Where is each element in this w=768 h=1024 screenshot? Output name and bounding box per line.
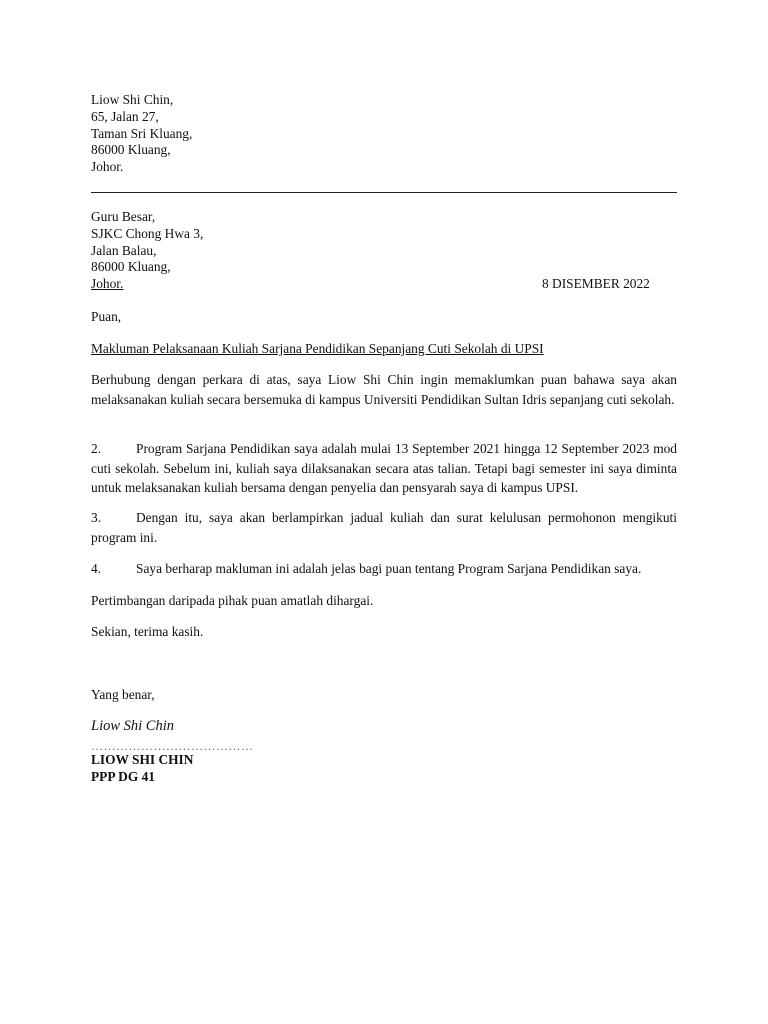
signer-code: PPP DG 41 — [91, 769, 155, 784]
header-divider — [91, 192, 677, 193]
salutation: Puan, — [91, 309, 122, 324]
recipient-address — [91, 209, 203, 293]
letter-date: 8 DISEMBER 2022 — [542, 276, 650, 291]
signature: Liow Shi Chin — [91, 718, 174, 734]
sender-line: 65, Jalan 27, — [91, 108, 159, 124]
sender-line: 86000 Kluang, — [91, 142, 171, 158]
paragraph-number: 4. — [91, 561, 102, 576]
paragraph-text: Saya berharap makluman ini adalah jelas bagi puan tentang Program Sarjana Pendidikan saya. — [136, 561, 642, 576]
sender-address — [91, 92, 192, 176]
sender-line: Taman Sri Kluang, — [91, 125, 193, 141]
body-paragraph-6: Sekian, terima kasih. — [91, 624, 204, 639]
signer-name: LIOW SHI CHIN — [91, 752, 194, 767]
body-paragraph-4 — [91, 559, 677, 579]
body-paragraph-5: Pertimbangan daripada pihak puan amatlah dihargai. — [91, 593, 374, 608]
paragraph-text: Program Sarjana Pendidikan saya adalah mulai 13 September 2021 hingga 12 September 2023 mod cuti sekolah. Sebelum ini, kuliah saya dilaksanakan secara atas talian. Tetapi bagi semester ini saya diminta untuk melaksanakan kuliah bersama dengan penyelia dan pensyarah saya di kampus UPSI. — [91, 441, 677, 495]
sender-line: Liow Shi Chin, — [91, 92, 174, 107]
paragraph-text: Dengan itu, saya akan berlampirkan jadual kuliah dan surat kelulusan permohonon mengikuti program ini. — [91, 510, 677, 545]
paragraph-number: 2. — [91, 441, 102, 456]
body-paragraph-1: Berhubung dengan perkara di atas, saya Liow Shi Chin ingin memaklumkan puan bahawa saya akan melaksanakan kuliah secara bersemuka di kampus Universiti Pendidikan Sultan Idris sepanjang cuti sekolah. — [91, 372, 677, 407]
body-paragraph-2 — [91, 439, 677, 498]
recipient-line: 86000 Kluang, — [91, 259, 171, 275]
recipient-line: Guru Besar, — [91, 209, 156, 224]
letter-subject: Makluman Pelaksanaan Kuliah Sarjana Pendidikan Sepanjang Cuti Sekolah di UPSI — [91, 341, 544, 356]
recipient-line: Jalan Balau, — [91, 242, 157, 258]
body-paragraph-3 — [91, 508, 677, 547]
recipient-line: SJKC Chong Hwa 3, — [91, 225, 204, 241]
recipient-line: Johor. — [91, 276, 124, 292]
sender-line: Johor. — [91, 159, 124, 175]
paragraph-number: 3. — [91, 510, 102, 525]
closing: Yang benar, — [91, 687, 155, 702]
signature-line: ………………………………… — [91, 739, 254, 753]
